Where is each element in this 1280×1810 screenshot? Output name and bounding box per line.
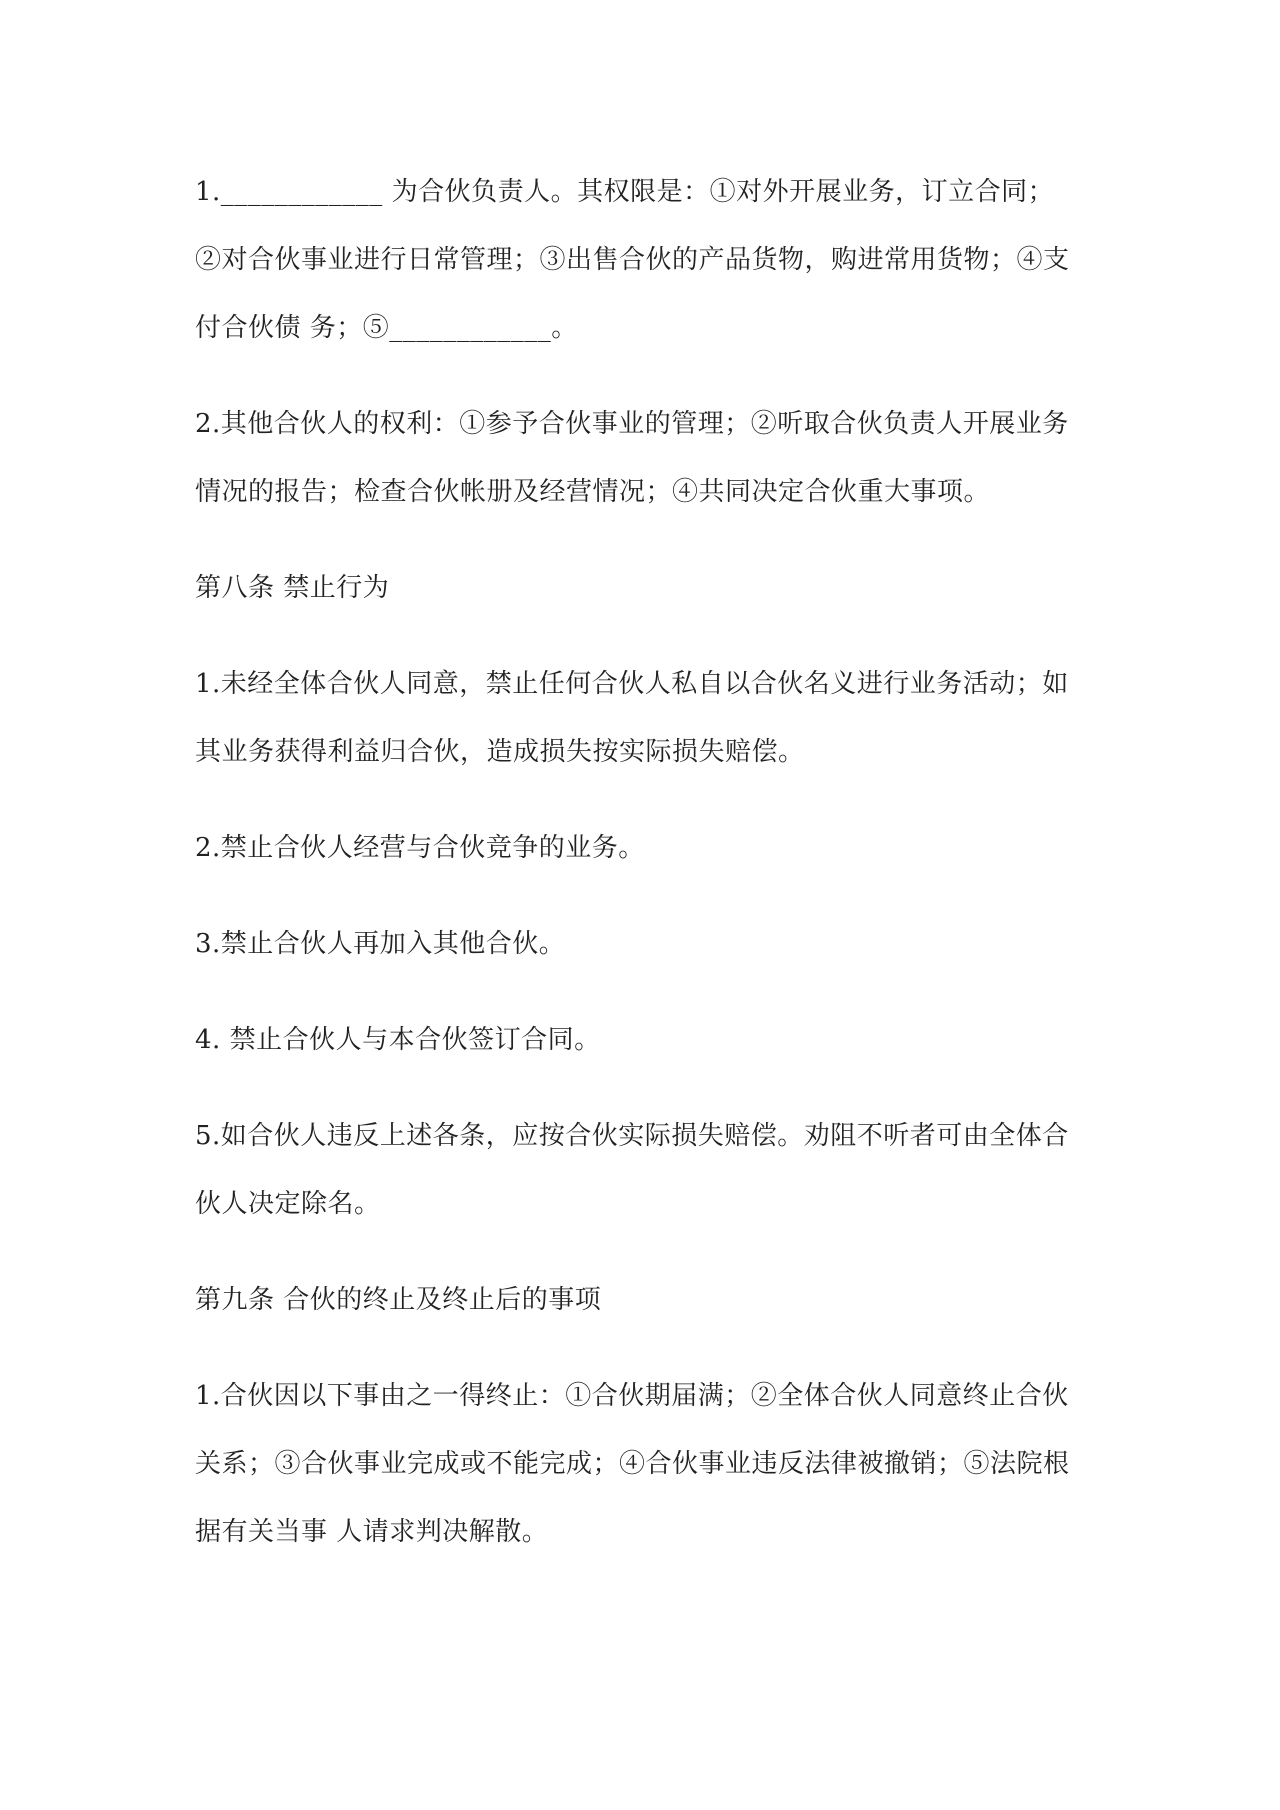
article-8-item-2: 2.禁止合伙人经营与合伙竞争的业务。 bbox=[195, 833, 645, 863]
clause-7-item-2: 2.其他合伙人的权利：①参予合伙事业的管理；②听取合伙负责人开展业务情况的报告；检查合伙帐册及经营情况；④共同决定合伙重大事项。 bbox=[195, 409, 1069, 507]
article-9-heading: 第九条 合伙的终止及终止后的事项 bbox=[195, 1285, 602, 1315]
article-8-item-3: 3.禁止合伙人再加入其他合伙。 bbox=[195, 929, 566, 959]
document-body bbox=[195, 158, 1080, 1594]
article-8-heading: 第八条 禁止行为 bbox=[195, 573, 390, 603]
article-8-item-5: 5.如合伙人违反上述各条，应按合伙实际损失赔偿。劝阻不听者可由全体合伙人决定除名。 bbox=[195, 1121, 1069, 1219]
clause-7-item-1: 1.____________ 为合伙负责人。其权限是：①对外开展业务，订立合同；②对合伙事业进行日常管理；③出售合伙的产品货物，购进常用货物；④支付合伙债 务；⑤____________。 bbox=[195, 177, 1070, 343]
article-8-item-1: 1.未经全体合伙人同意，禁止任何合伙人私自以合伙名义进行业务活动；如其业务获得利益归合伙，造成损失按实际损失赔偿。 bbox=[195, 669, 1069, 767]
article-8-item-4: 4. 禁止合伙人与本合伙签订合同。 bbox=[195, 1025, 601, 1055]
article-9-item-1: 1.合伙因以下事由之一得终止：①合伙期届满；②全体合伙人同意终止合伙关系；③合伙事业完成或不能完成；④合伙事业违反法律被撤销；⑤法院根据有关当事 人请求判决解散。 bbox=[195, 1381, 1070, 1547]
